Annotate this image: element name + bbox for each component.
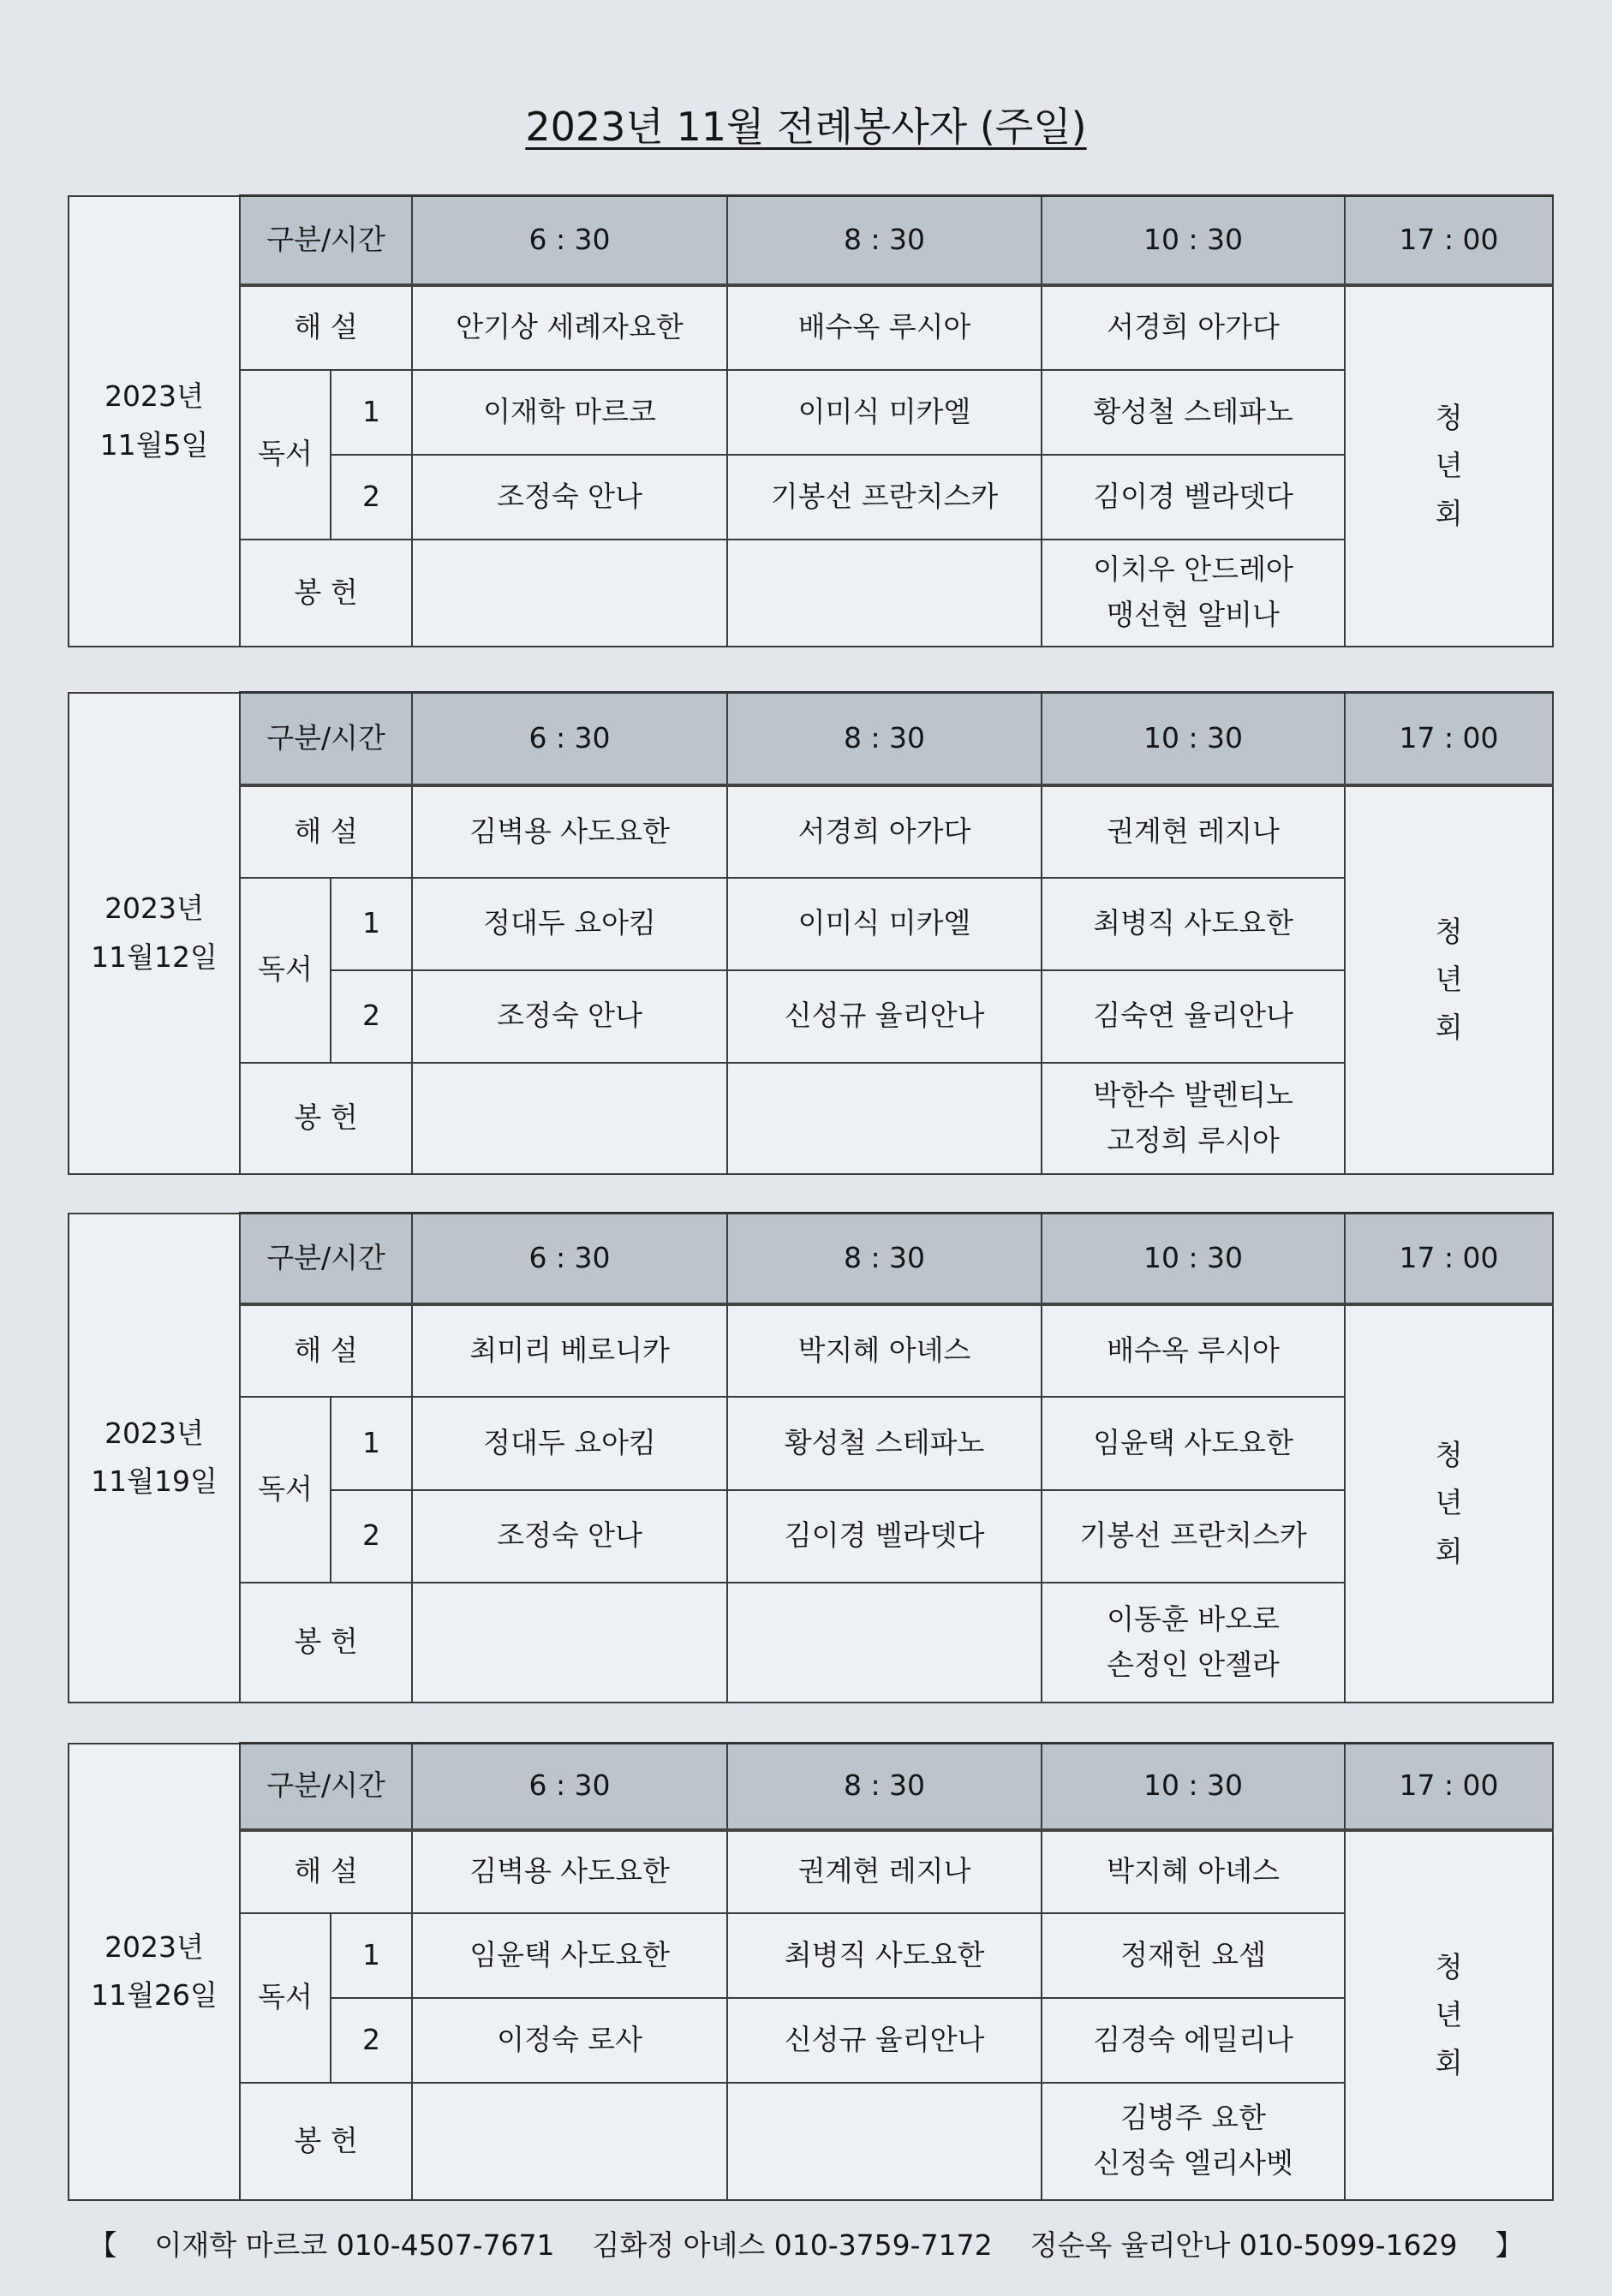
person-name: 김벽용 사도요한 [469,1854,670,1888]
person-name: 권계현 레지나 [1107,814,1280,848]
person-name: 안기상 세례자요한 [456,310,684,344]
evening-char: 회 [1435,2046,1463,2080]
time-label: 10 : 30 [1143,222,1244,256]
reading-number [331,970,412,1063]
label: 1 [362,1937,380,1971]
row-label-commentary [240,285,412,370]
person-name: 조정숙 안나 [497,479,642,513]
label: 1 [362,1425,380,1459]
evening-char: 년 [1435,962,1463,996]
reading2-cell [412,970,727,1063]
reading2-cell [727,1998,1042,2083]
time-label: 6 : 30 [528,720,611,754]
time-label: 17 : 00 [1399,1240,1499,1274]
offering-cell [412,1583,727,1703]
offering-cell [1042,2083,1345,2200]
person-name: 황성철 스테파노 [784,1425,985,1459]
evening-char: 회 [1435,1534,1463,1568]
time-header [1042,196,1345,285]
person-name: 정재헌 요셉 [1120,1937,1266,1971]
header-label [240,1214,412,1304]
time-header [1345,1214,1553,1304]
offering-cell [727,1063,1042,1174]
time-header [1042,1744,1345,1830]
person-name: 고정희 루시아 [1107,1123,1280,1157]
date-day: 11월5일 [99,427,209,462]
evening-group-cell [1345,1830,1553,2200]
label: 해 설 [294,310,358,344]
time-header [727,1744,1042,1830]
time-header [412,693,727,785]
person-name: 최병직 사도요한 [1093,906,1293,940]
contact-1: 이재학 마르코 010-4507-7671 [154,2228,555,2262]
time-header [1042,1214,1345,1304]
time-label: 17 : 00 [1399,1768,1499,1803]
evening-group-cell [1345,785,1553,1174]
date-year: 2023년 [104,379,204,414]
reading1-cell [727,1397,1042,1490]
header-label [240,196,412,285]
person-name: 신성규 율리안나 [784,999,985,1033]
row-label-reading [240,1913,331,2083]
person-name: 정대두 요아킴 [483,1425,656,1459]
date-day: 11월19일 [91,1464,218,1498]
person-name: 임윤택 사도요한 [1093,1425,1293,1459]
label: 해 설 [294,814,358,848]
person-name: 이미식 미카엘 [797,394,971,428]
offering-cell [1042,540,1345,647]
person-name: 맹선현 알비나 [1107,598,1280,631]
person-name: 김벽용 사도요한 [469,814,670,848]
contact-3: 정순옥 율리안나 010-5099-1629 [1030,2228,1458,2262]
commentary-cell [412,285,727,370]
date-year: 2023년 [104,892,204,926]
reading-number [331,878,412,970]
label: 봉 헌 [294,2123,358,2157]
header-label [240,1744,412,1830]
label: 2 [362,479,380,513]
person-name: 최미리 베로니카 [469,1333,670,1367]
header-label-text: 구분/시간 [266,222,385,256]
time-label: 10 : 30 [1143,720,1244,754]
person-name: 기봉선 프란치스카 [1079,1518,1307,1553]
person-name: 황성철 스테파노 [1093,394,1293,428]
week-table [68,194,1554,647]
reading1-cell [1042,370,1345,455]
reading1-cell [1042,1397,1345,1490]
offering-cell [1042,1583,1345,1703]
evening-char: 년 [1435,1997,1463,2031]
reading2-cell [1042,1490,1345,1583]
time-header [1345,693,1553,785]
reading2-cell [1042,1998,1345,2083]
evening-char: 청 [1435,1949,1463,1983]
time-label: 8 : 30 [843,720,926,754]
label: 독서 [258,437,313,471]
header-label-text: 구분/시간 [266,1240,385,1274]
commentary-cell [727,785,1042,878]
offering-cell [1042,1063,1345,1174]
person-name: 최병직 사도요한 [784,1937,985,1971]
reading-number [331,1913,412,1998]
time-header [1345,196,1553,285]
person-name: 김이경 벨라뎃다 [1093,479,1293,513]
person-name: 조정숙 안나 [497,999,642,1033]
reading2-cell [727,1490,1042,1583]
row-label-reading [240,1397,331,1583]
row-label-offering [240,1063,412,1174]
row-label-reading [240,370,331,540]
time-header [412,196,727,285]
person-name: 이치우 안드레아 [1093,552,1293,587]
time-label: 8 : 30 [843,1240,926,1274]
time-label: 17 : 00 [1399,222,1499,256]
label: 독서 [258,1471,313,1506]
reading-number [331,370,412,455]
person-name: 신정숙 엘리사벳 [1093,2146,1293,2180]
label: 해 설 [294,1854,358,1888]
week-table [68,691,1554,1175]
person-name: 배수옥 루시아 [1107,1333,1280,1367]
offering-cell [727,540,1042,647]
reading2-cell [412,455,727,540]
person-name: 손정인 안젤라 [1107,1647,1280,1681]
label: 1 [362,394,380,428]
commentary-cell [412,1304,727,1397]
date-cell [69,693,240,1174]
header-label-text: 구분/시간 [266,1768,385,1803]
time-label: 10 : 30 [1143,1768,1244,1803]
reading1-cell [412,878,727,970]
person-name: 권계현 레지나 [797,1854,971,1888]
label: 독서 [258,952,313,987]
person-name: 서경희 아가다 [797,814,971,848]
person-name: 조정숙 안나 [497,1518,642,1553]
label: 해 설 [294,1333,358,1367]
commentary-cell [412,1830,727,1913]
row-label-commentary [240,1830,412,1913]
person-name: 박지혜 아녜스 [797,1333,971,1367]
reading2-cell [412,1998,727,2083]
commentary-cell [727,1830,1042,1913]
commentary-cell [1042,1830,1345,1913]
row-label-offering [240,1583,412,1703]
person-name: 정대두 요아킴 [483,906,656,940]
contact-footer: 【 이재학 마르코 010-4507-7671 김화정 아녜스 010-3759-7172 정순옥 율리안나 010-5099-1629 】 [88,2228,1524,2262]
person-name: 박한수 발렌티노 [1093,1077,1293,1112]
row-label-reading [240,878,331,1063]
header-label-text: 구분/시간 [266,720,385,754]
offering-cell [727,2083,1042,2200]
row-label-offering [240,2083,412,2200]
evening-char: 회 [1435,1011,1463,1045]
date-year: 2023년 [104,1929,204,1964]
reading-number [331,455,412,540]
evening-group-cell [1345,285,1553,647]
commentary-cell [727,1304,1042,1397]
person-name: 서경희 아가다 [1107,310,1280,344]
date-cell [69,1744,240,2200]
evening-char: 년 [1435,448,1463,482]
label: 2 [362,999,380,1033]
reading2-cell [412,1490,727,1583]
person-name: 김이경 벨라뎃다 [784,1518,985,1553]
person-name: 이재학 마르코 [483,394,656,428]
label: 2 [362,2022,380,2056]
date-cell [69,196,240,647]
date-year: 2023년 [104,1416,204,1450]
offering-cell [727,1583,1042,1703]
commentary-cell [1042,785,1345,878]
person-name: 이정숙 로사 [497,2022,642,2056]
time-header [412,1744,727,1830]
time-label: 6 : 30 [528,1768,611,1803]
offering-cell [412,1063,727,1174]
time-label: 6 : 30 [528,1240,611,1274]
reading1-cell [727,370,1042,455]
time-header [727,196,1042,285]
reading2-cell [727,970,1042,1063]
reading1-cell [412,370,727,455]
time-label: 10 : 30 [1143,1240,1244,1274]
reading-number [331,1397,412,1490]
evening-char: 년 [1435,1486,1463,1520]
reading1-cell [727,1913,1042,1998]
person-name: 이미식 미카엘 [797,906,971,940]
offering-cell [412,2083,727,2200]
person-name: 김병주 요한 [1120,2101,1266,2135]
reading1-cell [727,878,1042,970]
person-name: 신성규 율리안나 [784,2022,985,2056]
label: 2 [362,1518,380,1553]
person-name: 배수옥 루시아 [797,310,971,344]
commentary-cell [727,285,1042,370]
reading2-cell [1042,970,1345,1063]
time-header [412,1214,727,1304]
time-header [1345,1744,1553,1830]
date-day: 11월12일 [91,939,218,974]
person-name: 임윤택 사도요한 [469,1937,670,1971]
person-name: 김경숙 에밀리나 [1093,2022,1293,2056]
time-label: 8 : 30 [843,1768,926,1803]
reading1-cell [412,1397,727,1490]
person-name: 이동훈 바오로 [1107,1601,1280,1636]
row-label-commentary [240,785,412,878]
reading2-cell [1042,455,1345,540]
label: 1 [362,906,380,940]
time-header [727,1214,1042,1304]
commentary-cell [1042,1304,1345,1397]
label: 봉 헌 [294,1625,358,1659]
commentary-cell [1042,285,1345,370]
evening-char: 청 [1435,1438,1463,1472]
person-name: 박지혜 아녜스 [1107,1854,1280,1888]
date-cell [69,1214,240,1703]
reading1-cell [412,1913,727,1998]
evening-char: 청 [1435,914,1463,948]
time-header [727,693,1042,785]
reading-number [331,1998,412,2083]
person-name: 기봉선 프란치스카 [770,479,999,513]
time-label: 6 : 30 [528,222,611,256]
date-day: 11월26일 [91,1978,218,2012]
label: 독서 [258,1980,313,2014]
evening-group-cell [1345,1304,1553,1703]
person-name: 김숙연 율리안나 [1093,999,1293,1033]
header-label [240,693,412,785]
time-header [1042,693,1345,785]
reading1-cell [1042,878,1345,970]
week-table [68,1742,1554,2201]
time-label: 8 : 30 [843,222,926,256]
row-label-offering [240,540,412,647]
offering-cell [412,540,727,647]
reading1-cell [1042,1913,1345,1998]
row-label-commentary [240,1304,412,1397]
page-title: 2023년 11월 전례봉사자 (주일) [525,104,1087,150]
time-label: 17 : 00 [1399,720,1499,754]
evening-char: 회 [1435,497,1463,531]
reading-number [331,1490,412,1583]
evening-char: 청 [1435,400,1463,434]
reading2-cell [727,455,1042,540]
week-table [68,1212,1554,1703]
contact-2: 김화정 아녜스 010-3759-7172 [592,2228,993,2262]
label: 봉 헌 [294,575,358,609]
commentary-cell [412,785,727,878]
label: 봉 헌 [294,1100,358,1135]
